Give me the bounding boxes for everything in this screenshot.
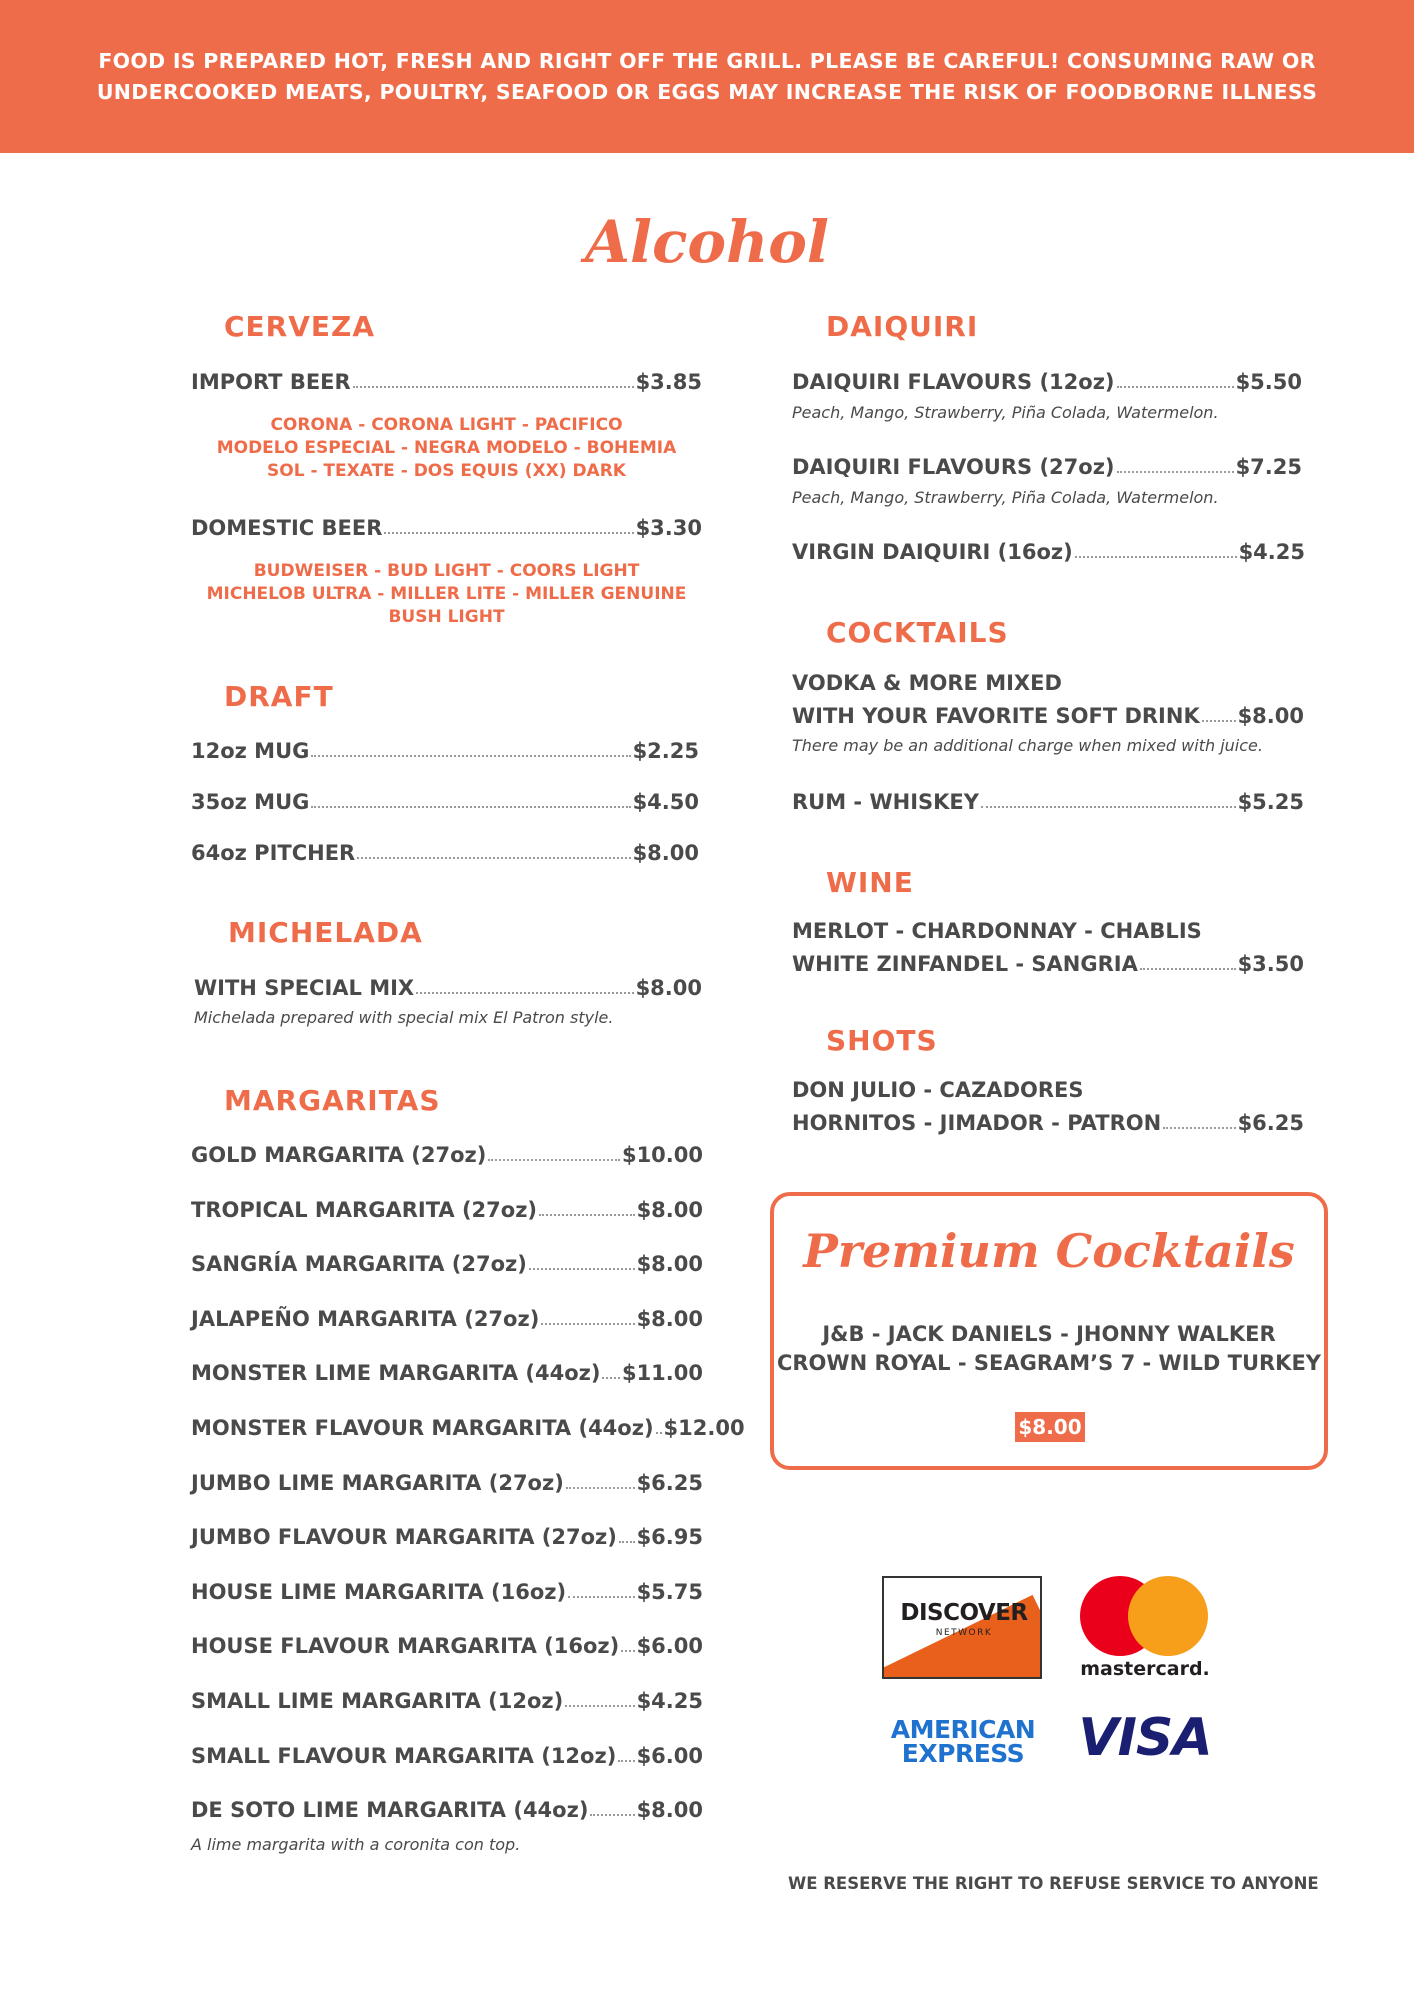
menu-item-margarita: [191, 1574, 703, 1604]
dot-leader: [566, 1487, 635, 1489]
brand-line: MICHELOB ULTRA - MILLER LITE - MILLER GENUINE: [206, 584, 687, 604]
item-price: $10.00: [621, 1143, 703, 1167]
menu-item-draft: [191, 835, 699, 865]
menu-item-daiquiri: [792, 449, 1302, 479]
banner-line-1: FOOD IS PREPARED HOT, FRESH AND RIGHT OFF THE GRILL. PLEASE BE CAREFUL! CONSUMING RAW OR: [98, 48, 1316, 73]
item-price: $8.00: [636, 1198, 703, 1222]
item-name: HORNITOS - JIMADOR - PATRON: [792, 1111, 1162, 1135]
brand-line: SOL - TEXATE - DOS EQUIS (XX) DARK: [267, 461, 626, 481]
item-price: $4.50: [632, 790, 699, 814]
cocktail-vodka-line: VODKA & MORE MIXED: [792, 671, 1062, 695]
dot-leader: [618, 1760, 634, 1762]
dot-leader: [311, 806, 630, 808]
item-name: 12oz MUG: [191, 739, 310, 763]
daiquiri-flavours-note: Peach, Mango, Strawberry, Piña Colada, Watermelon.: [792, 488, 1219, 507]
dot-leader: [384, 532, 633, 534]
menu-item-domestic-beer: [191, 510, 702, 540]
menu-item-margarita: [191, 1738, 703, 1768]
dot-leader: [1140, 968, 1236, 970]
item-price: $8.00: [1237, 704, 1304, 728]
premium-cocktails-box: [770, 1192, 1328, 1470]
dot-leader: [565, 1705, 634, 1707]
dot-leader: [656, 1432, 662, 1434]
item-name: VIRGIN DAIQUIRI (16oz): [792, 540, 1073, 564]
premium-brand-line: CROWN ROYAL - SEAGRAM’S 7 - WILD TURKEY: [776, 1351, 1322, 1375]
premium-title: Premium Cocktails: [803, 1224, 1295, 1278]
item-name: JUMBO LIME MARGARITA (27oz): [191, 1471, 564, 1495]
item-name: DOMESTIC BEER: [191, 516, 383, 540]
section-title-margaritas: MARGARITAS: [224, 1084, 441, 1117]
dot-leader: [311, 755, 630, 757]
shots-line: DON JULIO - CAZADORES: [792, 1078, 1084, 1102]
item-price: $6.25: [636, 1471, 703, 1495]
visa-logo: VISA: [1078, 1708, 1212, 1768]
menu-item-margarita: [191, 1628, 703, 1658]
item-price: $8.00: [636, 1798, 703, 1822]
menu-item-cocktail-vodka: [792, 698, 1304, 728]
amex-line: EXPRESS: [901, 1739, 1025, 1768]
item-name: MONSTER LIME MARGARITA (44oz): [191, 1361, 601, 1385]
menu-item-margarita: [191, 1410, 745, 1440]
mastercard-logo: [1076, 1576, 1214, 1681]
section-title-cerveza: CERVEZA: [224, 310, 376, 343]
premium-price: $8.00: [1015, 1412, 1085, 1442]
menu-item-wine: [792, 946, 1304, 976]
section-title-daiquiri: DAIQUIRI: [826, 310, 979, 343]
item-name: WITH YOUR FAVORITE SOFT DRINK: [792, 704, 1200, 728]
menu-item-daiquiri: [792, 364, 1302, 394]
brand-line: CORONA - CORONA LIGHT - PACIFICO: [270, 415, 623, 435]
menu-item-margarita: [191, 1465, 703, 1495]
discover-network-label: NETWORK: [935, 1628, 993, 1638]
item-name: DAIQUIRI FLAVOURS (12oz): [792, 370, 1115, 394]
dot-leader: [981, 806, 1236, 808]
dot-leader: [1163, 1127, 1235, 1129]
dot-leader: [353, 386, 634, 388]
item-name: WHITE ZINFANDEL - SANGRIA: [792, 952, 1138, 976]
item-price: $8.00: [635, 976, 702, 1000]
dot-leader: [1117, 471, 1234, 473]
dot-leader: [602, 1377, 619, 1379]
dot-leader: [568, 1596, 634, 1598]
menu-item-margarita: [191, 1355, 703, 1385]
item-price: $5.50: [1235, 370, 1302, 394]
item-name: JUMBO FLAVOUR MARGARITA (27oz): [191, 1525, 617, 1549]
item-name: DAIQUIRI FLAVOURS (27oz): [792, 455, 1115, 479]
item-name: SMALL FLAVOUR MARGARITA (12oz): [191, 1744, 617, 1768]
discover-wordmark: DISCOVER: [900, 1600, 1028, 1626]
discover-logo: [882, 1576, 1042, 1679]
section-title-michelada: MICHELADA: [228, 916, 423, 949]
daiquiri-flavours-note: Peach, Mango, Strawberry, Piña Colada, Watermelon.: [792, 403, 1219, 422]
item-name: MONSTER FLAVOUR MARGARITA (44oz): [191, 1416, 654, 1440]
menu-item-cocktail-rum: [792, 784, 1304, 814]
dot-leader: [1075, 556, 1237, 558]
dot-leader: [488, 1159, 620, 1161]
michelada-note: Michelada prepared with special mix El Patron style.: [194, 1008, 614, 1027]
item-name: HOUSE FLAVOUR MARGARITA (16oz): [191, 1634, 620, 1658]
item-price: $11.00: [621, 1361, 703, 1385]
margarita-note: A lime margarita with a coronita con top.: [191, 1835, 521, 1854]
dot-leader: [541, 1323, 634, 1325]
dot-leader: [1202, 720, 1236, 722]
item-name: TROPICAL MARGARITA (27oz): [191, 1198, 538, 1222]
dot-leader: [539, 1214, 635, 1216]
dot-leader: [621, 1650, 634, 1652]
brand-line: BUDWEISER - BUD LIGHT - COORS LIGHT: [253, 561, 640, 581]
mastercard-yellow-circle: [1128, 1576, 1208, 1656]
item-name: 35oz MUG: [191, 790, 310, 814]
item-price: $7.25: [1235, 455, 1302, 479]
dot-leader: [619, 1541, 635, 1543]
premium-brand-line: J&B - JACK DANIELS - JHONNY WALKER: [822, 1322, 1276, 1346]
item-name: GOLD MARGARITA (27oz): [191, 1143, 487, 1167]
item-name: WITH SPECIAL MIX: [194, 976, 415, 1000]
section-title-wine: WINE: [826, 866, 914, 899]
import-beer-brands: [191, 414, 702, 483]
menu-item-margarita: [191, 1246, 703, 1276]
item-name: IMPORT BEER: [191, 370, 351, 394]
menu-item-daiquiri: [792, 534, 1305, 564]
dot-leader: [529, 1268, 635, 1270]
menu-item-margarita: [191, 1683, 703, 1713]
item-price: $2.25: [632, 739, 699, 763]
item-name: SMALL LIME MARGARITA (12oz): [191, 1689, 564, 1713]
section-title-cocktails: COCKTAILS: [826, 616, 1009, 649]
menu-item-draft: [191, 733, 699, 763]
premium-brands: [774, 1320, 1324, 1378]
menu-item-draft: [191, 784, 699, 814]
item-price: $3.85: [635, 370, 702, 394]
item-price: $4.25: [1238, 540, 1305, 564]
item-price: $5.25: [1237, 790, 1304, 814]
item-name: 64oz PITCHER: [191, 841, 356, 865]
item-price: $8.00: [632, 841, 699, 865]
section-title-shots: SHOTS: [826, 1024, 938, 1057]
dot-leader: [416, 992, 633, 994]
menu-item-shots: [792, 1105, 1304, 1135]
item-name: SANGRÍA MARGARITA (27oz): [191, 1252, 527, 1276]
item-price: $8.00: [636, 1307, 703, 1331]
item-name: JALAPEÑO MARGARITA (27oz): [191, 1307, 540, 1331]
item-name: HOUSE LIME MARGARITA (16oz): [191, 1580, 567, 1604]
section-title-draft: DRAFT: [224, 680, 334, 713]
allergy-warning-banner: [0, 0, 1414, 153]
item-price: $6.00: [636, 1634, 703, 1658]
item-price: $6.00: [636, 1744, 703, 1768]
item-name: RUM - WHISKEY: [792, 790, 979, 814]
menu-item-margarita: [191, 1301, 703, 1331]
item-name: DE SOTO LIME MARGARITA (44oz): [191, 1798, 589, 1822]
item-price: $6.25: [1237, 1111, 1304, 1135]
dot-leader: [1117, 386, 1234, 388]
item-price: $4.25: [636, 1689, 703, 1713]
menu-item-margarita: [191, 1792, 703, 1822]
item-price: $3.50: [1237, 952, 1304, 976]
item-price: $5.75: [636, 1580, 703, 1604]
cocktail-vodka-note: There may be an additional charge when mixed with juice.: [792, 736, 1263, 755]
item-price: $8.00: [636, 1252, 703, 1276]
page-title: Alcohol: [585, 208, 829, 276]
brand-line: BUSH LIGHT: [388, 607, 505, 627]
mastercard-wordmark: mastercard.: [1080, 1658, 1210, 1680]
wine-line: MERLOT - CHARDONNAY - CHABLIS: [792, 919, 1202, 943]
banner-line-2: UNDERCOOKED MEATS, POULTRY, SEAFOOD OR EGGS MAY INCREASE THE RISK OF FOODBORNE ILLNESS: [96, 79, 1318, 104]
item-price: $6.95: [636, 1525, 703, 1549]
menu-item-margarita: [191, 1192, 703, 1222]
banner-text: [57, 46, 1357, 108]
amex-line: AMERICAN: [890, 1715, 1036, 1744]
footer-notice: WE RESERVE THE RIGHT TO REFUSE SERVICE TO ANYONE: [788, 1874, 1319, 1893]
dot-leader: [590, 1814, 634, 1816]
menu-item-import-beer: [191, 364, 702, 394]
menu-item-margarita: [191, 1137, 703, 1167]
item-price: $12.00: [663, 1416, 745, 1440]
dot-leader: [357, 857, 630, 859]
domestic-beer-brands: [191, 560, 702, 629]
menu-item-margarita: [191, 1519, 703, 1549]
american-express-logo: [880, 1715, 1046, 1768]
item-price: $3.30: [635, 516, 702, 540]
brand-line: MODELO ESPECIAL - NEGRA MODELO - BOHEMIA: [216, 438, 677, 458]
menu-item-michelada: [194, 970, 702, 1000]
